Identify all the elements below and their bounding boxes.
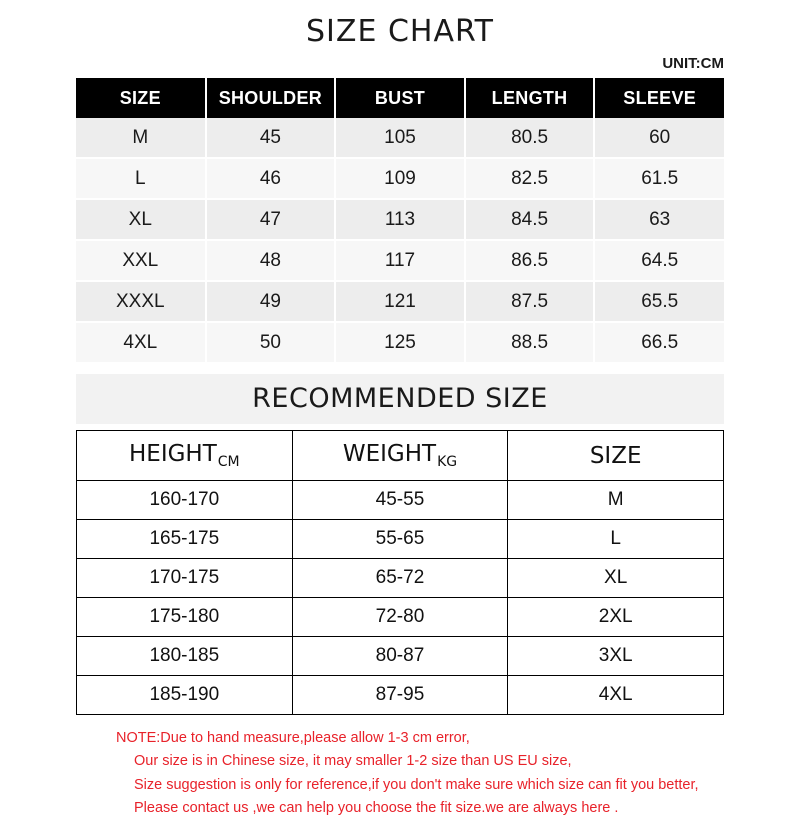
table-row <box>76 281 724 322</box>
cell-shoulder: 48 <box>206 240 336 281</box>
cell-height: 175-180 <box>77 598 293 637</box>
cell-shoulder: 47 <box>206 199 336 240</box>
cell-size: XL <box>76 199 206 240</box>
cell-length: 84.5 <box>465 199 595 240</box>
cell-bust: 121 <box>335 281 465 322</box>
cell-bust: 113 <box>335 199 465 240</box>
table-row <box>76 240 724 281</box>
unit-label: UNIT:CM <box>662 55 724 72</box>
cell-sleeve: 61.5 <box>594 158 724 199</box>
cell-bust: 109 <box>335 158 465 199</box>
note-line-2: Our size is in Chinese size, it may smaller 1-2 size than US EU size, <box>134 753 572 770</box>
cell-size: 2XL <box>508 598 724 637</box>
cell-height: 165-175 <box>77 520 293 559</box>
page-title: SIZE CHART <box>306 14 494 49</box>
table-row <box>76 199 724 240</box>
size-measurements-table <box>76 78 724 364</box>
cell-bust: 125 <box>335 322 465 363</box>
cell-size: M <box>76 118 206 158</box>
cell-size: 3XL <box>508 637 724 676</box>
table-row <box>77 559 724 598</box>
cell-weight: 87-95 <box>292 676 508 715</box>
cell-shoulder: 45 <box>206 118 336 158</box>
cell-size: L <box>508 520 724 559</box>
table-header-row <box>77 431 724 481</box>
recommended-size-banner: RECOMMENDED SIZE <box>76 374 724 424</box>
cell-shoulder: 49 <box>206 281 336 322</box>
table-row <box>77 481 724 520</box>
cell-size: XL <box>508 559 724 598</box>
column-header-bust: BUST <box>335 78 465 118</box>
cell-size: XXL <box>76 240 206 281</box>
cell-bust: 117 <box>335 240 465 281</box>
column-header-weight <box>292 431 508 481</box>
cell-length: 88.5 <box>465 322 595 363</box>
note-line-1: NOTE:Due to hand measure,please allow 1-3 cm error, <box>116 730 470 746</box>
cell-shoulder: 50 <box>206 322 336 363</box>
cell-bust: 105 <box>335 118 465 158</box>
column-header-length: LENGTH <box>465 78 595 118</box>
cell-height: 185-190 <box>77 676 293 715</box>
cell-size: M <box>508 481 724 520</box>
cell-sleeve: 66.5 <box>594 322 724 363</box>
cell-weight: 65-72 <box>292 559 508 598</box>
cell-sleeve: 60 <box>594 118 724 158</box>
cell-size: 4XL <box>76 322 206 363</box>
column-header-recommended-size: SIZE <box>508 431 724 481</box>
column-header-weight-main: WEIGHT <box>342 440 437 467</box>
table-row <box>77 598 724 637</box>
cell-height: 180-185 <box>77 637 293 676</box>
cell-weight: 55-65 <box>292 520 508 559</box>
column-header-height-main: HEIGHT <box>129 440 217 467</box>
cell-weight: 72-80 <box>292 598 508 637</box>
cell-weight: 80-87 <box>292 637 508 676</box>
table-row <box>76 322 724 363</box>
cell-sleeve: 64.5 <box>594 240 724 281</box>
cell-shoulder: 46 <box>206 158 336 199</box>
table-header-row <box>76 78 724 118</box>
cell-length: 82.5 <box>465 158 595 199</box>
table-row <box>77 676 724 715</box>
cell-height: 160-170 <box>77 481 293 520</box>
column-header-height-unit: CM <box>217 454 240 471</box>
cell-length: 80.5 <box>465 118 595 158</box>
table-row <box>76 158 724 199</box>
column-header-sleeve: SLEEVE <box>594 78 724 118</box>
note-line-3: Size suggestion is only for reference,if you don't make sure which size can fit you better, <box>134 776 699 793</box>
cell-size: L <box>76 158 206 199</box>
cell-size: XXXL <box>76 281 206 322</box>
column-header-shoulder: SHOULDER <box>206 78 336 118</box>
cell-size: 4XL <box>508 676 724 715</box>
column-header-height <box>77 431 293 481</box>
cell-sleeve: 63 <box>594 199 724 240</box>
cell-weight: 45-55 <box>292 481 508 520</box>
cell-height: 170-175 <box>77 559 293 598</box>
column-header-weight-unit: KG <box>437 454 458 471</box>
cell-sleeve: 65.5 <box>594 281 724 322</box>
recommended-size-table <box>76 430 724 715</box>
column-header-size: SIZE <box>76 78 206 118</box>
cell-length: 87.5 <box>465 281 595 322</box>
table-row <box>77 637 724 676</box>
table-row <box>76 118 724 158</box>
notes-block <box>60 727 740 821</box>
note-line-4: Please contact us ,we can help you choose the fit size.we are always here . <box>134 800 619 817</box>
cell-length: 86.5 <box>465 240 595 281</box>
table-row <box>77 520 724 559</box>
